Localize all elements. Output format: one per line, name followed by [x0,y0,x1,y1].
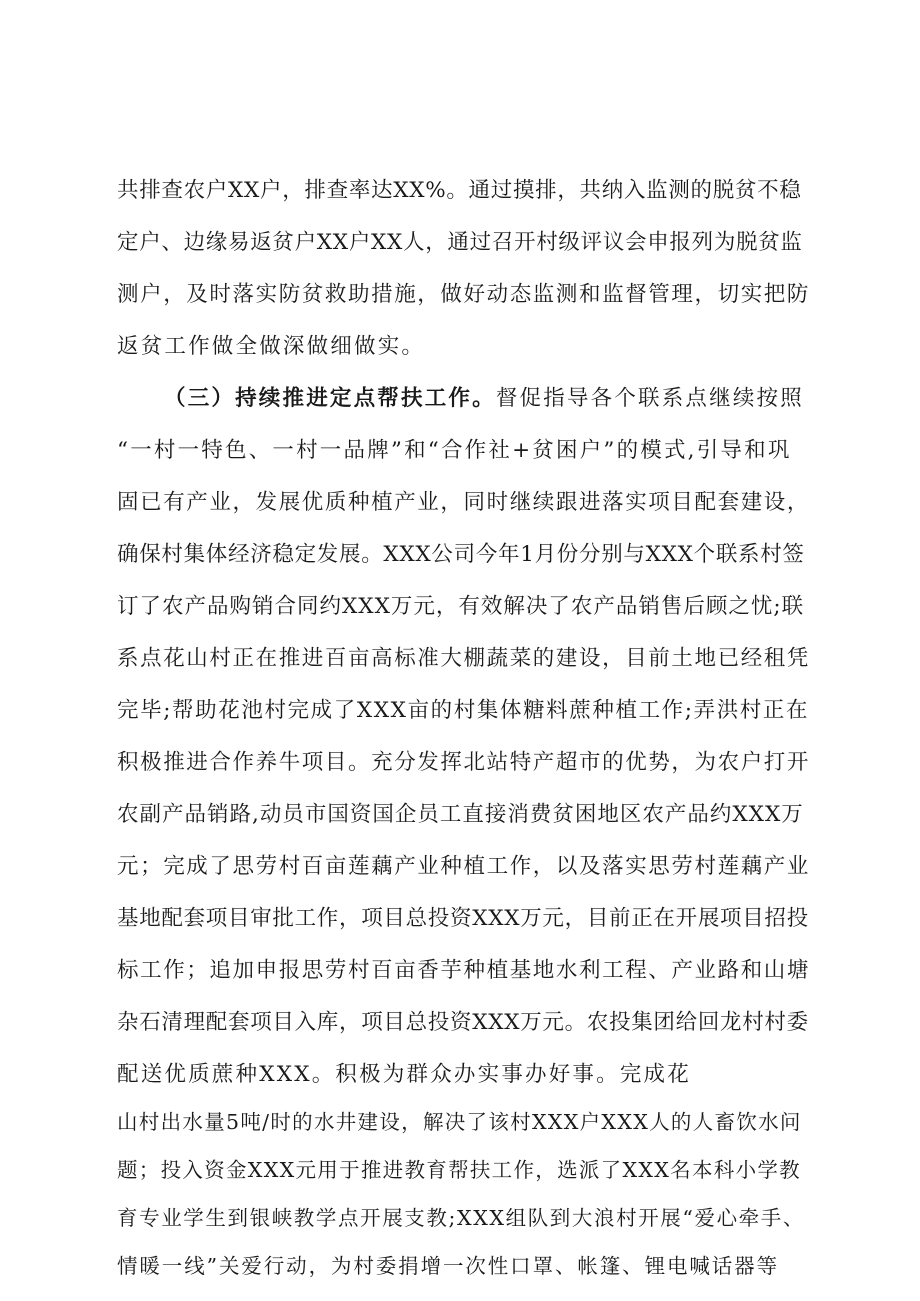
text-line: 育专业学生到银峡教学点开展支教;XXX组队到大浪村开展“爱心牵手、 [117,1206,805,1230]
heading-continuation: 督促指导各个联系点继续按照 [495,386,804,411]
text-line: 定户、边缘易返贫户XX户XX人，通过召开村级评议会申报列为脱贫监 [117,230,803,255]
text-line: 山村出水量5吨/时的水井建设，解决了该村XXX户XXX人的人畜饮水问 [117,1110,802,1134]
text-line: 标工作；追加申报思劳村百亩香芋种植基地水利工程、产业路和山塘 [117,958,811,983]
text-line: 固已有产业，发展优质种植产业，同时继续跟进落实项目配套建设， [117,490,811,515]
text-line: “一村一特色、一村一品牌”和“合作社+贫困户”的模式,引导和巩 [117,438,792,463]
text-line: 积极推进合作养牛项目。充分发挥北站特产超市的优势，为农户打开 [117,750,811,775]
text-line: 基地配套项目审批工作，项目总投资XXX万元，目前正在开展项目招投 [117,906,809,931]
text-line: 确保村集体经济稳定发展。XXX公司今年1月份分别与XXX个联系村签 [117,542,805,567]
text-line: 系点花山村正在推进百亩高标准大棚蔬菜的建设，目前土地已经租凭 [117,646,811,671]
text-line: 杂石清理配套项目入库，项目总投资XXX万元。农投集团给回龙村村委 [117,1010,809,1035]
section-heading-line [164,388,804,410]
text-line: 农副产品销路,动员市国资国企员工直接消费贫困地区农产品约XXX万 [117,802,804,827]
text-line: 配送优质蔗种XXX。积极为群众办实事办好事。完成花 [117,1062,691,1087]
text-line: 返贫工作做全做深做细做实。 [117,334,426,359]
text-line: 元；完成了思劳村百亩莲藕产业种植工作，以及落实思劳村莲藕产业 [117,854,811,879]
text-line: 共排查农户XX户，排查率达XX%。通过摸排，共纳入监测的脱贫不稳 [117,178,802,203]
text-line: 完毕;帮助花池村完成了XXX亩的村集体糖料蔗种植工作;弄洪村正在 [117,698,810,723]
text-line: 情暖一线”关爱行动，为村委捐增一次性口罩、帐篷、锂电喊话器等 [117,1254,779,1278]
text-line: 订了农产品购销合同约XXX万元，有效解决了农产品销售后顾之忧;联 [117,594,805,619]
text-line: 测户，及时落实防贫救助措施，做好动态监测和监督管理，切实把防 [117,282,811,307]
text-line: 题；投入资金XXX元用于推进教育帮扶工作，选派了XXX名本科小学教 [117,1158,801,1182]
section-heading: （三）持续推进定点帮扶工作。 [164,386,496,411]
